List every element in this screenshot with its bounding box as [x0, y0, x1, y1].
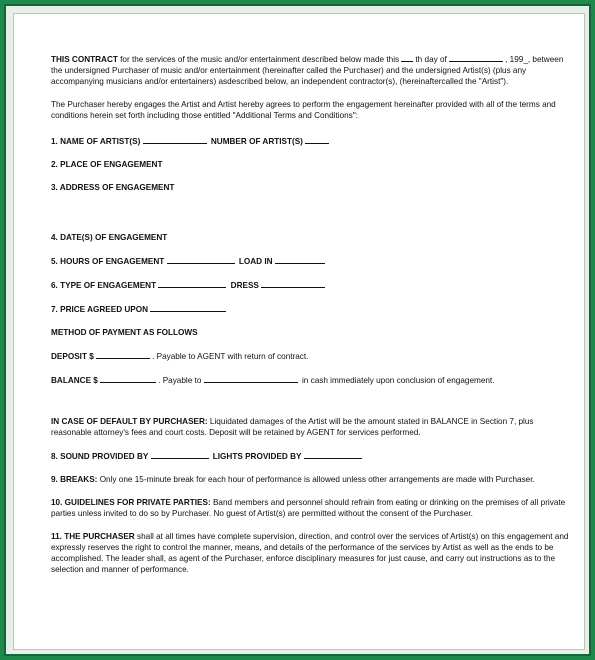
- balance-line: [51, 374, 571, 386]
- intro-paragraph: [51, 53, 571, 87]
- default-paragraph: [51, 416, 571, 438]
- deposit-label: DEPOSIT $: [51, 352, 94, 361]
- balance-blank: [100, 374, 156, 383]
- item-1: [51, 135, 571, 147]
- item-10-title: 10. GUIDELINES FOR PRIVATE PARTIES:: [51, 498, 211, 507]
- contract-page: [13, 13, 585, 650]
- item-6-label: 6. TYPE OF ENGAGEMENT: [51, 281, 157, 290]
- item-9-title: 9. BREAKS:: [51, 475, 98, 484]
- item-11: [51, 531, 571, 575]
- engagement-type-blank: [158, 279, 226, 288]
- item-8-label-2: LIGHTS PROVIDED BY: [212, 452, 302, 461]
- item-7-label: 7. PRICE AGREED UPON: [51, 305, 149, 314]
- default-text: Liquidated damages of the Artist will be the amount stated in BALANCE in Section 7, plus reasonable attorney's fees and court costs. Deposit will be retained by AGENT for services performed.: [51, 417, 534, 437]
- intro-text-1: for the services of the music and/or entertainment described below made this: [120, 55, 400, 64]
- artist-name-blank: [143, 135, 207, 144]
- item-9: [51, 474, 571, 485]
- item-3: 3. ADDRESS OF ENGAGEMENT: [51, 183, 175, 192]
- default-title: IN CASE OF DEFAULT BY PURCHASER:: [51, 417, 208, 426]
- month-blank: [449, 53, 503, 62]
- hours-blank: [167, 255, 235, 264]
- lights-provider-blank: [304, 450, 362, 459]
- item-1-label-2: NUMBER OF ARTIST(S): [210, 137, 303, 146]
- item-5-label: 5. HOURS OF ENGAGEMENT: [51, 257, 165, 266]
- item-10-text: Band members and personnel should refrain from eating or drinking on the premises of all private parties unless invited to do so by Purchaser. No guest of Artist(s) are permitted without the consent of the Purchaser.: [51, 498, 566, 518]
- item-11-text: shall at all times have complete supervision, direction, and control over the services of Artist(s) on this engagement and expressly reserves the right to control the manner, means, and details of the performance of the services by Artist as well as the ends to be accomplished. The leader shall, as agent of the Purchaser, enforce disciplinary measures for just cause, and carry out instructions as to the selection and manner of performance.: [51, 532, 569, 574]
- intro-text-2: th day of: [415, 55, 447, 64]
- contract-body: [51, 53, 571, 575]
- item-5-label-2: LOAD IN: [238, 257, 273, 266]
- deposit-line: [51, 350, 571, 362]
- item-8-label: 8. SOUND PROVIDED BY: [51, 452, 149, 461]
- document-frame: [4, 4, 591, 656]
- item-8: [51, 450, 571, 462]
- item-6: [51, 279, 571, 291]
- intro-title: THIS CONTRACT: [51, 55, 118, 64]
- item-5: [51, 255, 571, 267]
- payment-method: METHOD OF PAYMENT AS FOLLOWS: [51, 328, 198, 337]
- sound-provider-blank: [151, 450, 209, 459]
- item-1-label: 1. NAME OF ARTIST(S): [51, 137, 141, 146]
- item-6-label-2: DRESS: [230, 281, 259, 290]
- price-blank: [150, 303, 226, 312]
- deposit-blank: [96, 350, 150, 359]
- intro-text-3: , 199_, between the undersigned Purchaser of music and/or entertainment (hereinafter called the Purchaser) and the undersigned Artist(s) (plus any accompanying musicians and/or entertainers) asdescribed below, an independent contractor(s), (hereinaftercalled the "Artist").: [51, 55, 564, 86]
- payable-to-blank: [204, 374, 298, 383]
- deposit-text: . Payable to AGENT with return of contract.: [152, 352, 309, 361]
- item-9-text: Only one 15-minute break for each hour of performance is allowed unless other arrangements are made with Purchaser.: [99, 475, 535, 484]
- item-11-title: 11. THE PURCHASER: [51, 532, 135, 541]
- balance-text-2: in cash immediately upon conclusion of engagement.: [301, 376, 495, 385]
- engagement-paragraph: The Purchaser hereby engages the Artist and Artist hereby agrees to perform the engagement hereinafter provided with all of the terms and conditions herein set forth including those entitled "Additional Terms and Conditions":: [51, 100, 556, 120]
- artist-count-blank: [305, 135, 329, 144]
- dress-blank: [261, 279, 325, 288]
- balance-text: . Payable to: [158, 376, 202, 385]
- balance-label: BALANCE $: [51, 376, 98, 385]
- item-4: 4. DATE(S) OF ENGAGEMENT: [51, 233, 168, 242]
- load-in-blank: [275, 255, 325, 264]
- item-2: 2. PLACE OF ENGAGEMENT: [51, 160, 163, 169]
- item-10: [51, 497, 571, 519]
- item-7: [51, 303, 571, 315]
- day-blank: [401, 53, 413, 62]
